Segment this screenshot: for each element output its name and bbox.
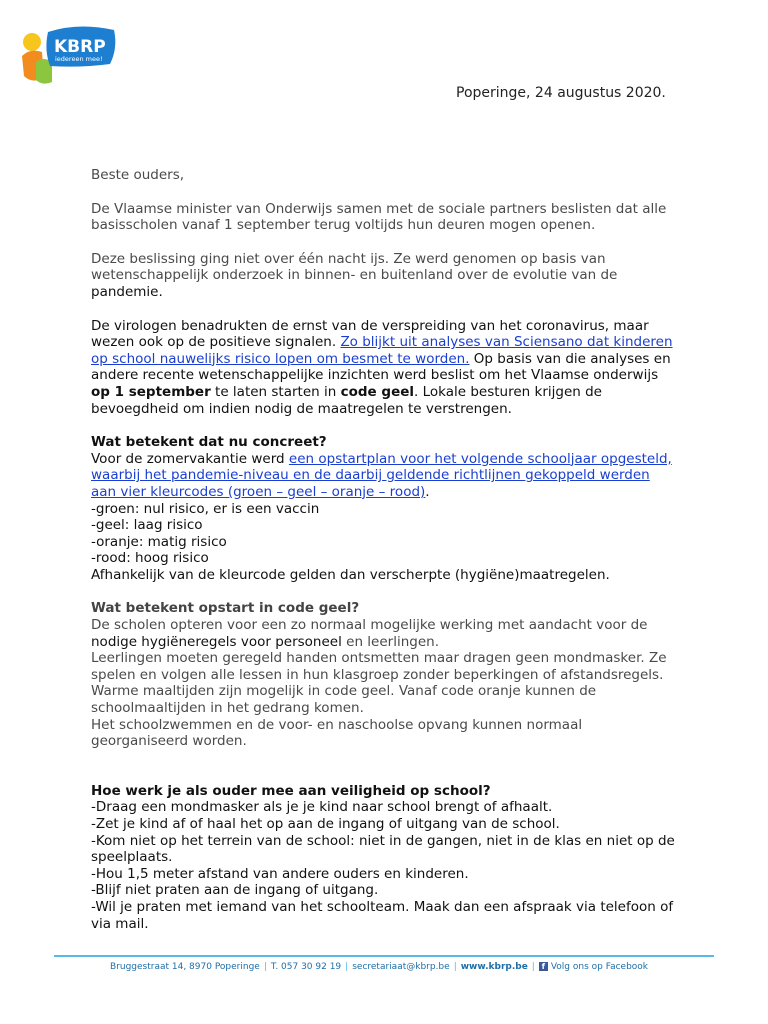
paragraph-decision: De Vlaamse minister van Onderwijs samen met de sociale partners beslisten dat alle basisscholen vanaf 1 september terug voltijds hun deuren mogen openen. [91,200,667,234]
code-geel-line-4: Het schoolzwemmen en de voor- en naschoolse opvang kunnen normaal georganiseerd worden. [91,716,583,750]
concreet-outro: Afhankelijk van de kleurcode gelden dan verscherpte (hygiëne)maatregelen. [91,566,610,583]
facebook-icon: f [539,962,548,971]
paragraph-research [91,251,676,301]
paragraph-research-end: pandemie. [91,283,163,300]
footer-address: Bruggestraat 14, 8970 Poperinge [110,962,260,972]
heading-concreet: Wat betekent dat nu concreet? [91,434,327,451]
code-item: -groen: nul risico, er is een vaccin [91,500,320,517]
start-date-bold: op 1 september [91,383,211,400]
code-geel-line-2: Leerlingen moeten geregeld handen ontsmetten maar dragen geen mondmasker. Ze spelen en volgen alle lessen in hun klasgroep zonder beperkingen of afstandsregels. [91,650,667,683]
footer-phone: T. 057 30 92 19 [270,962,342,972]
footer-website[interactable]: www.kbrp.be [460,962,528,972]
greeting: Beste ouders, [91,167,185,183]
sciensano-link[interactable]: Zo blijkt uit analyses van Sciensano dat kinderen op school nauwelijks risico lopen om besmet te worden. [91,334,673,367]
safety-item: -Blijf niet praten aan de ingang of uitgang. [91,882,379,899]
code-geel-line-1a: De scholen opteren voor een zo normaal mogelijke werking met aandacht voor de [91,617,648,634]
virologists-text-c: te laten starten in [210,383,341,400]
opstartplan-link[interactable]: een opstartplan voor het volgende schooljaar opgesteld, waarbij het pandemie-niveau en de daarbij geldende richtlijnen gekoppeld werden aan vier kleurcodes (groen – geel – oranje – rood) [91,450,672,500]
code-item: -oranje: matig risico [91,533,227,550]
footer: Bruggestraat 14, 8970 Poperinge | T. 057 30 92 19 | secretariaat@kbrp.be | www.kbrp.be | f Volg ons op Facebook [110,962,649,972]
safety-item: -Draag een mondmasker als je je kind naar school brengt of afhaalt. [91,799,553,816]
footer-divider [54,955,714,957]
code-item: -geel: laag risico [91,517,203,534]
virologists-text-b: Op basis van die analyses en andere recente wetenschappelijke inzichten werd beslist om het Vlaamse onderwijs [91,350,671,384]
paragraph-research-text: Deze beslissing ging niet over één nacht ijs. Ze werd genomen op basis van wetenschappelijk onderzoek in binnen- en buitenland over de evolutie van de [91,250,618,284]
concreet-intro-text: Voor de zomervakantie werd [91,450,289,467]
concreet-intro-after: . [425,483,430,500]
heading-ouder-veiligheid: Hoe werk je als ouder mee aan veiligheid op school? [91,782,491,799]
paragraph-virologists [91,318,676,418]
logo-tagline: iedereen mee! [55,55,103,63]
letter-date: Poperinge, 24 augustus 2020. [456,85,666,101]
safety-item: -Hou 1,5 meter afstand van andere ouders en kinderen. [91,865,469,882]
safety-item: -Kom niet op het terrein van de school: niet in de gangen, niet in de klas en niet op de speelplaats. [91,832,675,866]
code-geel-line-1 [91,617,676,650]
kbrp-logo [18,22,120,88]
code-geel-line-1b: nodige hygiëneregels voor personeel [91,633,342,650]
code-geel-bold: code geel [340,383,415,400]
code-item: -rood: hoog risico [91,550,209,567]
code-geel-line-3: Warme maaltijden zijn mogelijk in code geel. Vanaf code oranje kunnen de schoolmaaltijden in het gedrang komen. [91,683,597,717]
safety-item: -Zet je kind af of haal het op aan de ingang of uitgang van de school. [91,816,560,832]
code-geel-line-1c: en leerlingen. [341,633,439,650]
logo-text: KBRP [54,37,106,57]
concreet-intro [91,451,676,501]
heading-code-geel: Wat betekent opstart in code geel? [91,600,360,617]
footer-facebook[interactable]: Volg ons op Facebook [550,962,649,972]
virologists-text-d: . Lokale besturen krijgen de bevoegdheid om indien nodig de maatregelen te verstrengen. [91,383,602,417]
letter-body [91,167,676,932]
safety-item: -Wil je praten met iemand van het schoolteam. Maak dan een afspraak via telefoon of via mail. [91,898,674,932]
footer-email[interactable]: secretariaat@kbrp.be [352,962,450,972]
virologists-text-a: De virologen benadrukten de ernst van de verspreiding van het coronavirus, maar wezen ook op de positieve signalen. [91,317,649,351]
